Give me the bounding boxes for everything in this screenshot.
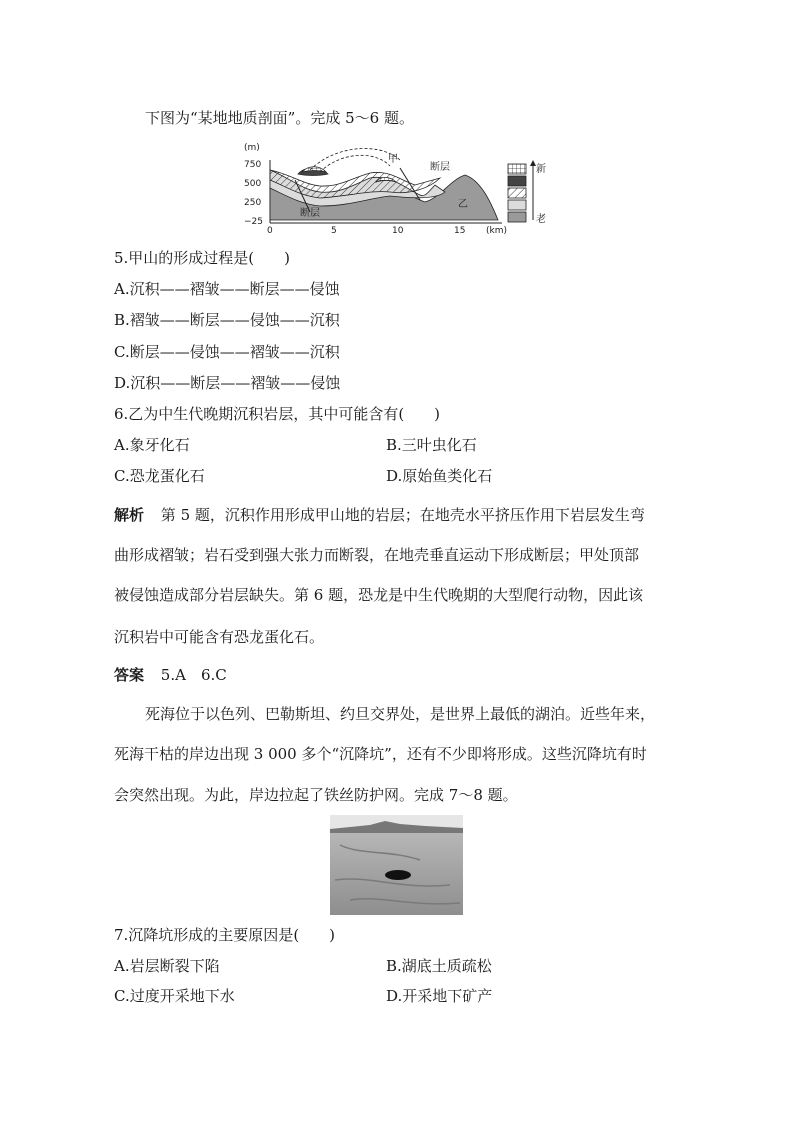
intro-q5-6: 下图为“某地地质剖面”。完成 5～6 题。 — [145, 109, 414, 127]
y-tick-minus25: −25 — [244, 217, 263, 227]
label-fault-top: 断层 — [430, 162, 450, 173]
analysis-line-2: 曲形成褶皱；岩石受到强大张力而断裂，在地壳垂直运动下形成断层；甲处顶部 — [114, 546, 640, 564]
y-unit: (m) — [244, 143, 260, 153]
y-tick-750: 750 — [244, 160, 262, 170]
x-tick-5: 5 — [331, 226, 337, 235]
q7-option-a[interactable]: A.岩层断裂下陷 — [114, 957, 220, 975]
eroded-outline — [310, 149, 400, 170]
q5-option-a[interactable]: A.沉积——褶皱——断层——侵蚀 — [114, 280, 340, 298]
q6-option-c[interactable]: C.恐龙蛋化石 — [114, 467, 205, 485]
q6-option-d[interactable]: D.原始鱼类化石 — [386, 467, 493, 485]
intro-q7-8-line-2: 死海干枯的岸边出现 3 000 多个“沉降坑”，还有不少即将形成。这些沉降坑有时 — [114, 745, 647, 763]
q5-option-d[interactable]: D.沉积——断层——褶皱——侵蚀 — [114, 374, 341, 392]
analysis-line-4: 沉积岩中可能含有恐龙蛋化石。 — [114, 628, 325, 646]
q7-option-c[interactable]: C.过度开采地下水 — [114, 987, 235, 1005]
sinkhole-photo — [330, 815, 463, 915]
sinkhole-hole — [385, 870, 411, 880]
q6-stem: 6.乙为中生代晚期沉积岩层，其中可能含有( ) — [114, 405, 441, 423]
legend — [508, 160, 546, 225]
geologic-cross-section-figure — [240, 140, 560, 235]
label-yi: 乙 — [458, 199, 468, 210]
q6-option-a[interactable]: A.象牙化石 — [114, 436, 190, 454]
analysis-line-1: 解析 第 5 题，沉积作用形成甲山地的岩层；在地壳水平挤压作用下岩层发生弯 — [114, 506, 645, 524]
q5-option-c[interactable]: C.断层——侵蚀——褶皱——沉积 — [114, 343, 340, 361]
y-tick-250: 250 — [244, 198, 262, 208]
answer-line — [114, 665, 227, 685]
x-tick-10: 10 — [392, 226, 404, 235]
q5-stem: 5.甲山的形成过程是( ) — [114, 249, 291, 267]
x-tick-15: 15 — [454, 226, 466, 235]
intro-q7-8-line-1: 死海位于以色列、巴勒斯坦、约旦交界处，是世界上最低的湖泊。近些年来， — [145, 705, 656, 723]
x-tick-0: 0 — [267, 226, 273, 235]
intro-q7-8-line-3: 会突然出现。为此，岸边拉起了铁丝防护网。完成 7～8 题。 — [114, 786, 518, 804]
y-tick-500: 500 — [244, 179, 262, 189]
answer-text: 5.A 6.C — [160, 666, 227, 684]
x-unit: (km) — [486, 226, 508, 235]
legend-old: 老 — [536, 214, 546, 225]
q5-option-b[interactable]: B.褶皱——断层——侵蚀——沉积 — [114, 311, 340, 329]
legend-new: 新 — [536, 164, 546, 175]
q7-option-b[interactable]: B.湖底土质疏松 — [386, 957, 492, 975]
q7-option-d[interactable]: D.开采地下矿产 — [386, 987, 493, 1005]
answer-label: 答案 — [114, 666, 145, 684]
label-fault-bottom: 断层 — [300, 208, 320, 219]
label-jia: 甲 — [388, 154, 398, 165]
q6-option-b[interactable]: B.三叶虫化石 — [386, 436, 477, 454]
analysis-line-3: 被侵蚀造成部分岩层缺失。第 6 题，恐龙是中生代晚期的大型爬行动物，因此该 — [114, 586, 644, 604]
analysis-label: 解析 — [114, 506, 145, 524]
q7-stem: 7.沉降坑形成的主要原因是( ) — [114, 926, 336, 944]
